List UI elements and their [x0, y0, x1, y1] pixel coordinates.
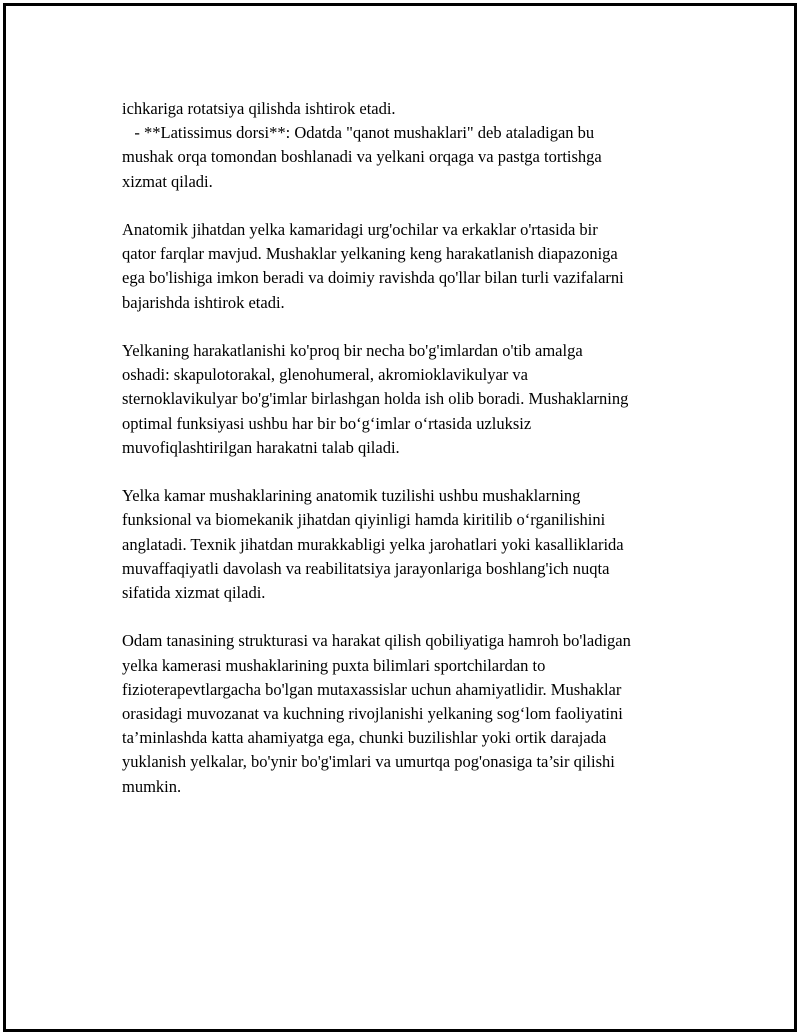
- text-line: yelka kamerasi mushaklarining puxta bilimlari sportchilardan to: [122, 655, 546, 675]
- text-line: - **Latissimus dorsi**: Odatda "qanot mushaklari" deb ataladigan bu: [122, 123, 595, 143]
- text-line: Odam tanasining strukturasi va harakat qilish qobiliyatiga hamroh bo'ladigan: [122, 631, 631, 651]
- paragraph-3: [122, 339, 722, 460]
- text-line: Anatomik jihatdan yelka kamaridagi urg'ochilar va erkaklar o'rtasida bir: [122, 220, 598, 239]
- text-line: ega bo'lishiga imkon beradi va doimiy ravishda qo'llar bilan turli vazifalarni: [122, 268, 624, 288]
- text-line: ta’minlashda katta ahamiyatga ega, chunki buzilishlar yoki ortik darajada: [122, 728, 607, 748]
- text-line: optimal funksiyasi ushbu har bir bo‘g‘imlar o‘rtasida uzluksiz: [122, 413, 532, 433]
- text-line: anglatadi. Texnik jihatdan murakkabligi yelka jarohatlari yoki kasalliklarida: [122, 534, 624, 554]
- document-body: [122, 97, 722, 823]
- text-line: muvofiqlashtirilgan harakatni talab qiladi.: [122, 437, 400, 457]
- paragraph-5: [122, 629, 722, 798]
- text-line: yuklanish yelkalar, bo'ynir bo'g'imlari va umurtqa pog'onasiga ta’sir qilishi: [122, 752, 615, 772]
- text-line: fizioterapevtlargacha bo'lgan mutaxassislar uchun ahamiyatlidir. Mushaklar: [122, 679, 622, 699]
- text-line: Yelkaning harakatlanishi ko'proq bir necha bo'g'imlardan o'tib amalga: [122, 341, 583, 360]
- text-line: muvaffaqiyatli davolash va reabilitatsiya jarayonlariga boshlang'ich nuqta: [122, 558, 610, 578]
- paragraph-2: [122, 218, 722, 315]
- text-line: sifatida xizmat qiladi.: [122, 583, 266, 603]
- paragraph-1: [122, 97, 722, 194]
- text-line: mumkin.: [122, 776, 182, 796]
- text-line: funksional va biomekanik jihatdan qiyinligi hamda kiritilib o‘rganilishini: [122, 510, 606, 530]
- text-line: Yelka kamar mushaklarining anatomik tuzilishi ushbu mushaklarning: [122, 486, 581, 506]
- text-line: sternoklavikulyar bo'g'imlar birlashgan holda ish olib boradi. Mushaklarning: [122, 389, 629, 409]
- text-line: xizmat qiladi.: [122, 171, 213, 191]
- page-frame: [3, 3, 797, 1032]
- text-line: oshadi: skapulotorakal, glenohumeral, akromioklavikulyar va: [122, 365, 528, 385]
- text-line: qator farqlar mavjud. Mushaklar yelkaning keng harakatlanish diapazoniga: [122, 244, 618, 264]
- text-line: orasidagi muvozanat va kuchning rivojlanishi yelkaning sog‘lom faoliyatini: [122, 704, 623, 724]
- text-line: mushak orqa tomondan boshlanadi va yelkani orqaga va pastga tortishga: [122, 147, 602, 167]
- text-line: ichkariga rotatsiya qilishda ishtirok etadi.: [122, 99, 396, 118]
- text-line: bajarishda ishtirok etadi.: [122, 292, 285, 312]
- paragraph-4: [122, 484, 722, 605]
